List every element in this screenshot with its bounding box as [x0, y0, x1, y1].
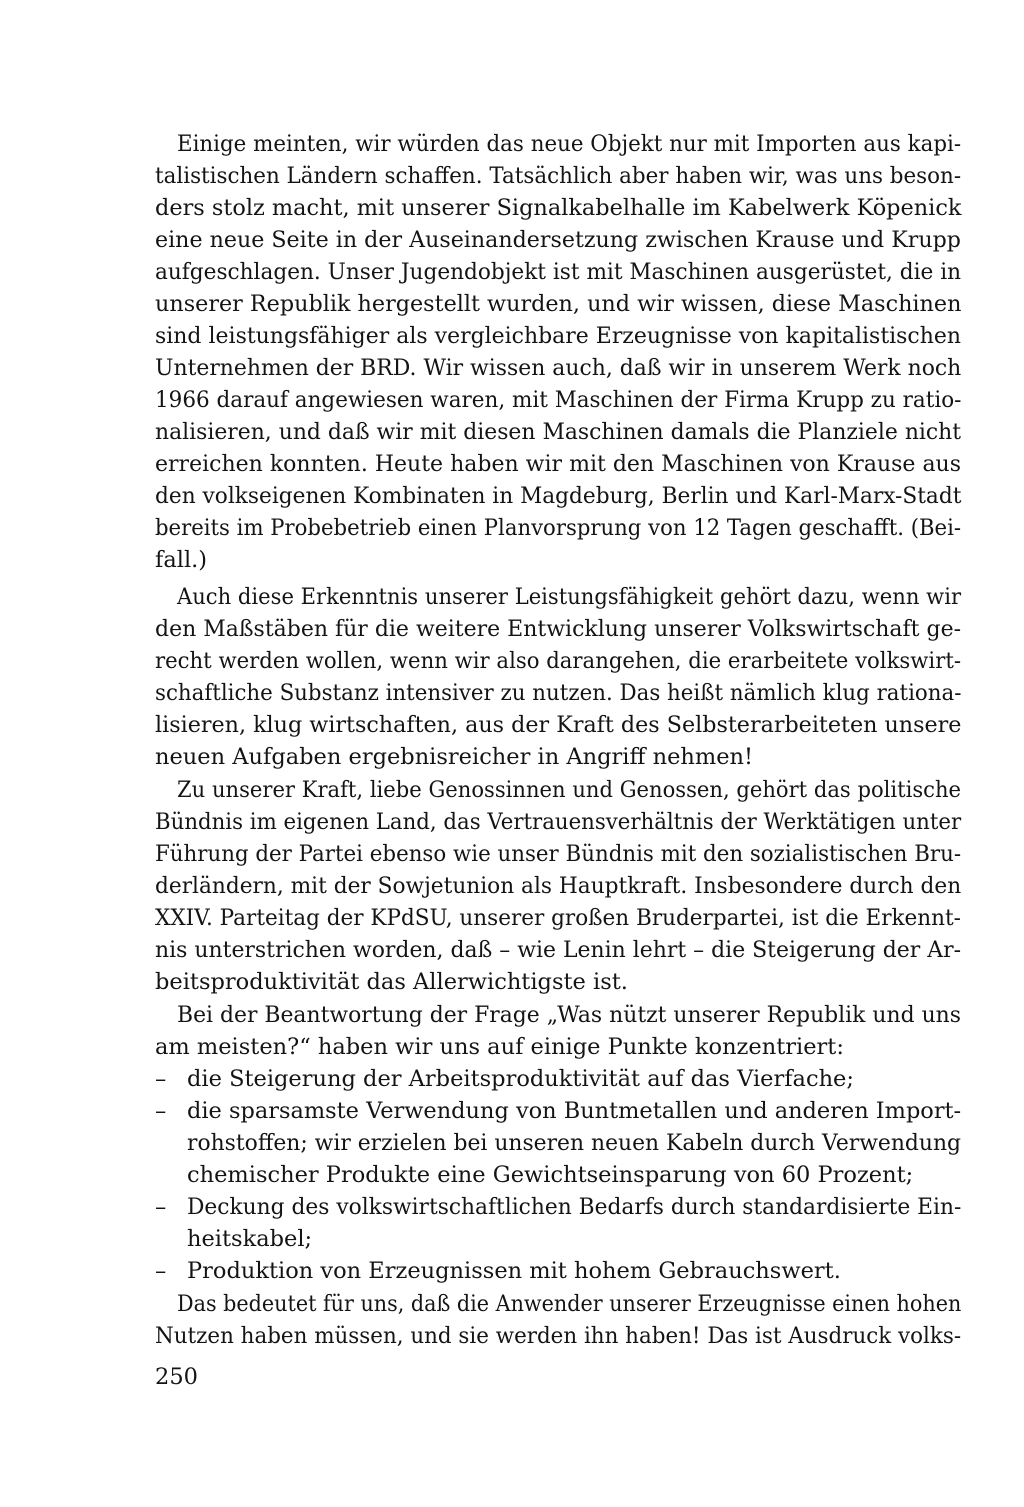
list-item-line: rohstoffen; wir erzielen bei unseren neuen Kabeln durch Verwendung	[187, 1130, 962, 1156]
page-number: 250	[155, 1364, 198, 1390]
paragraph-3-line: beitsproduktivität das Allerwichtigste ist.	[155, 969, 628, 995]
paragraph-1-line: 1966 darauf angewiesen waren, mit Maschinen der Firma Krupp zu ratio-	[155, 387, 962, 413]
paragraph-3-line: nis unterstrichen worden, daß – wie Lenin lehrt – die Steigerung der Ar-	[155, 937, 961, 963]
paragraph-1-line: talistischen Ländern schaffen. Tatsächlich aber haben wir, was uns beson-	[155, 163, 962, 189]
list-item-line: Deckung des volkswirtschaftlichen Bedarfs durch standardisierte Ein-	[187, 1194, 962, 1220]
list-item-line: die sparsamste Verwendung von Buntmetallen und anderen Import-	[187, 1098, 962, 1124]
list-bullet-dash: –	[155, 1194, 167, 1220]
paragraph-3-line: Zu unserer Kraft, liebe Genossinnen und Genossen, gehört das politische	[177, 777, 962, 803]
paragraph-4-line: am meisten?“ haben wir uns auf einige Punkte konzentriert:	[155, 1034, 844, 1060]
closing-paragraph-line: Das bedeutet für uns, daß die Anwender unserer Erzeugnisse einen hohen	[177, 1291, 962, 1317]
paragraph-1-line: Unternehmen der BRD. Wir wissen auch, daß wir in unserem Werk noch	[155, 355, 962, 381]
list-bullet-dash: –	[155, 1066, 167, 1092]
paragraph-1-line: eine neue Seite in der Auseinandersetzung zwischen Krause und Krupp	[155, 227, 961, 253]
paragraph-3-line: derländern, mit der Sowjetunion als Hauptkraft. Insbesondere durch den	[155, 873, 962, 899]
paragraph-2-line: Auch diese Erkenntnis unserer Leistungsfähigkeit gehört dazu, wenn wir	[177, 584, 962, 610]
paragraph-4-line: Bei der Beantwortung der Frage „Was nützt unserer Republik und uns	[177, 1002, 961, 1028]
closing-paragraph-line: Nutzen haben müssen, und sie werden ihn haben! Das ist Ausdruck volks-	[155, 1323, 962, 1349]
paragraph-2-line: neuen Aufgaben ergebnisreicher in Angriff nehmen!	[155, 744, 754, 770]
paragraph-1-line: nalisieren, und daß wir mit diesen Maschinen damals die Planziele nicht	[155, 419, 962, 445]
paragraph-1-line: ders stolz macht, mit unserer Signalkabelhalle im Kabelwerk Köpenick	[155, 195, 962, 221]
paragraph-2-line: den Maßstäben für die weitere Entwicklung unserer Volkswirtschaft ge-	[155, 616, 962, 642]
list-bullet-dash: –	[155, 1098, 167, 1124]
list-item-line: die Steigerung der Arbeitsproduktivität auf das Vierfache;	[187, 1066, 854, 1092]
paragraph-1-line: den volkseigenen Kombinaten in Magdeburg, Berlin und Karl-Marx-Stadt	[155, 483, 962, 509]
paragraph-1-line: sind leistungsfähiger als vergleichbare Erzeugnisse von kapitalistischen	[155, 323, 962, 349]
paragraph-1-line: fall.)	[155, 547, 208, 573]
paragraph-3-line: Bündnis im eigenen Land, das Vertrauensverhältnis der Werktätigen unter	[155, 809, 962, 835]
list-item-line: heitskabel;	[187, 1226, 313, 1252]
paragraph-1-line: bereits im Probebetrieb einen Planvorsprung von 12 Tagen geschafft. (Bei-	[155, 515, 962, 541]
list-bullet-dash: –	[155, 1258, 167, 1284]
paragraph-2-line: recht werden wollen, wenn wir also darangehen, die erarbeitete volkswirt-	[155, 648, 962, 674]
list-item-line: chemischer Produkte eine Gewichtseinsparung von 60 Prozent;	[187, 1162, 914, 1188]
paragraph-3-line: Führung der Partei ebenso wie unser Bündnis mit den sozialistischen Bru-	[155, 841, 962, 867]
paragraph-1-line: erreichen konnten. Heute haben wir mit den Maschinen von Krause aus	[155, 451, 962, 477]
paragraph-1-line: aufgeschlagen. Unser Jugendobjekt ist mit Maschinen ausgerüstet, die in	[155, 259, 962, 285]
list-item-line: Produktion von Erzeugnissen mit hohem Gebrauchswert.	[187, 1258, 841, 1284]
paragraph-2-line: schaftliche Substanz intensiver zu nutzen. Das heißt nämlich klug rationa-	[155, 680, 962, 706]
paragraph-3-line: XXIV. Parteitag der KPdSU, unserer großen Bruderpartei, ist die Erkennt-	[155, 905, 961, 931]
paragraph-1-line: unserer Republik hergestellt wurden, und wir wissen, diese Maschinen	[155, 291, 962, 317]
paragraph-2-line: lisieren, klug wirtschaften, aus der Kraft des Selbsterarbeiteten unsere	[155, 712, 962, 738]
paragraph-1-line: Einige meinten, wir würden das neue Objekt nur mit Importen aus kapi-	[177, 131, 962, 157]
